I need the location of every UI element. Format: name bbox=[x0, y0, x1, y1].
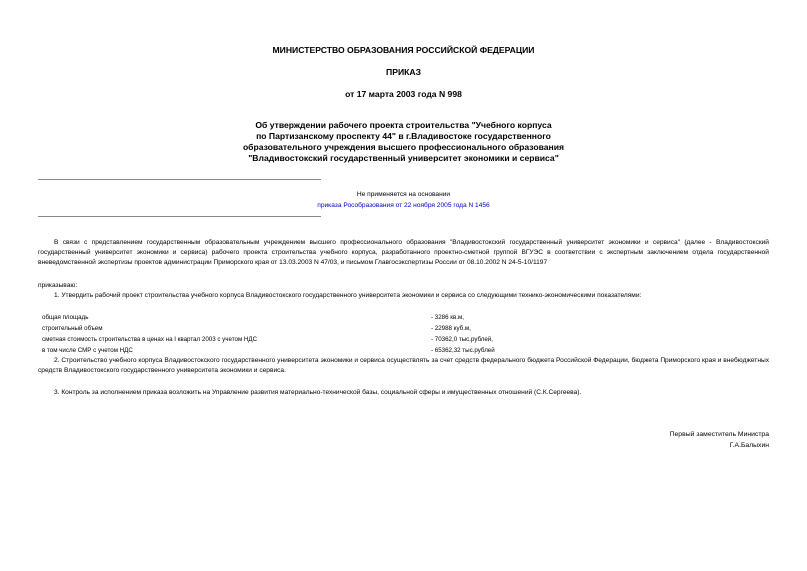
divider-bottom bbox=[38, 216, 321, 217]
indicator-label: строительный объем bbox=[42, 325, 103, 332]
indicator-value: - 65362,32 тыс.рублей bbox=[431, 347, 495, 354]
signature-position: Первый заместитель Министра bbox=[669, 431, 769, 438]
title-line: Об утверждении рабочего проекта строительства "Учебного корпуса bbox=[255, 120, 552, 130]
indicator-label: сметная стоимость строительства в ценах на I квартал 2003 с учетом НДС bbox=[42, 336, 258, 343]
status-link[interactable]: приказа Рособразования от 22 ноября 2005 года N 1456 bbox=[317, 202, 490, 209]
document-date-number: от 17 марта 2003 года N 998 bbox=[345, 89, 462, 99]
signature-name: Г.А.Балыхин bbox=[729, 442, 769, 449]
item-2-paragraph: 2. Строительство учебного корпуса Владивостокского государственного университета экономики и сервиса осуществлять за счет средств федерального бюджета Российской Федерации, бюджета Приморского края и внебюджетных средств Владивостокского государственного университета экономики и сервиса. bbox=[38, 357, 769, 374]
document-type: ПРИКАЗ bbox=[386, 67, 421, 77]
title-line: по Партизанскому проспекту 44" в г.Владивостоке государственного bbox=[256, 131, 551, 141]
order-word: приказываю: bbox=[38, 282, 78, 289]
title-line: "Владивостокский государственный университет экономики и сервиса" bbox=[248, 153, 559, 163]
preamble-paragraph: В связи с представлением государственным образовательным учреждением высшего профессионального образования "Владивостокский государственный университет экономики и сервиса" (далее - Владивостокский государственный университет экономики и сервиса) рабочего проекта строительства учебного корпуса, разработанного проектно-сметной группой ВГУЭС в соответствии с экспертным заключением отдела государственной вневедомственной экспертизы проектов администрации Приморского края от 13.03.2003 N 47/03, и письмом Главгосэкспертизы России от 08.10.2002 N 24-5-10/1197 bbox=[38, 239, 769, 266]
divider-top bbox=[38, 179, 321, 180]
indicator-label: общая площадь bbox=[42, 314, 89, 321]
status-note: Не применяется на основании bbox=[356, 191, 451, 198]
item-3-paragraph: 3. Контроль за исполнением приказа возложить на Управление развития материально-технической базы, социальной сферы и имущественных отношений (С.К.Сергеева). bbox=[54, 389, 582, 396]
item-1-paragraph: 1. Утвердить рабочий проект строительства учебного корпуса Владивостокского государственного университета экономики и сервиса со следующими технико-экономическими показателями: bbox=[54, 292, 642, 299]
indicator-value: - 22988 куб.м, bbox=[431, 325, 471, 332]
indicator-value: - 70362,0 тыс.рублей, bbox=[431, 336, 493, 343]
title-line: образовательного учреждения высшего профессионального образования bbox=[242, 142, 565, 152]
indicator-label: в том числе СМР с учетом НДС bbox=[42, 347, 133, 354]
document-title bbox=[0, 120, 807, 164]
ministry-heading: МИНИСТЕРСТВО ОБРАЗОВАНИЯ РОССИЙСКОЙ ФЕДЕРАЦИИ bbox=[272, 45, 535, 55]
indicator-value: - 3286 кв.м, bbox=[431, 314, 464, 321]
